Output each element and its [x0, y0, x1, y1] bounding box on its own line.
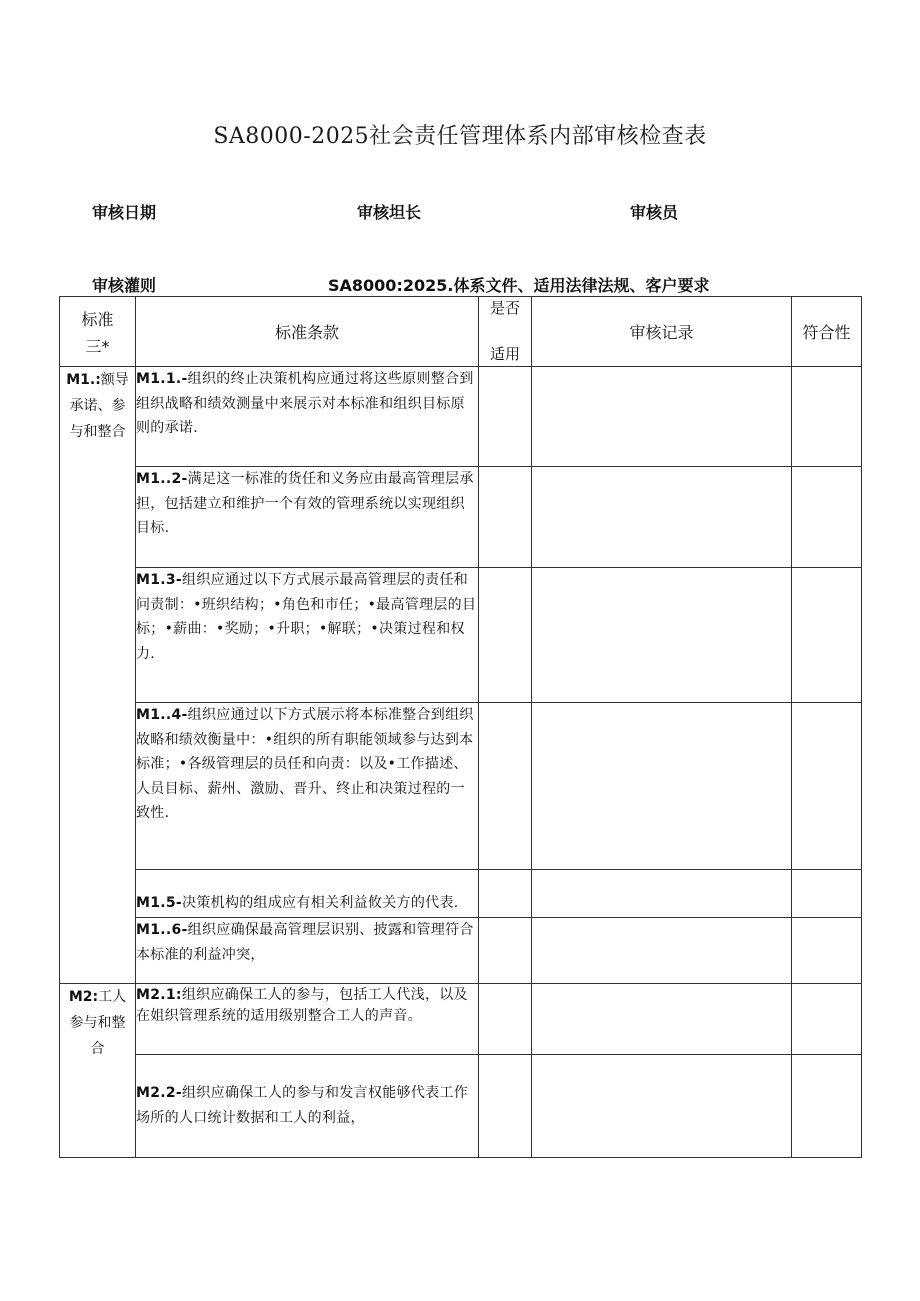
conformity-cell[interactable]	[792, 703, 862, 870]
conformity-cell[interactable]	[792, 918, 862, 984]
section-name-line2: 参与和整	[69, 1015, 126, 1031]
clause-cell	[136, 918, 479, 984]
team-leader-label: 审核坦长	[357, 203, 422, 222]
applicable-cell[interactable]	[479, 467, 532, 568]
applicable-cell[interactable]	[479, 367, 532, 467]
clause-text: 组织的终止决策机构应通过将这些原则整合到组织战略和绩效测量中来展示对本标准和组织目标原则的承诺.	[136, 371, 474, 436]
clause-cell	[136, 467, 479, 568]
table-row	[60, 568, 862, 703]
applicable-cell[interactable]	[479, 703, 532, 870]
clause-cell	[136, 703, 479, 870]
table-row	[60, 1055, 862, 1158]
applicable-cell[interactable]	[479, 870, 532, 918]
table-row	[60, 367, 862, 467]
audit-record-cell[interactable]	[532, 367, 792, 467]
clause-cell	[136, 1055, 479, 1158]
table-row	[60, 467, 862, 568]
header-applicable	[479, 297, 532, 367]
clause-cell	[136, 367, 479, 467]
section-m2-cell	[60, 984, 136, 1158]
header-conformity: 符合性	[792, 297, 862, 367]
conformity-cell[interactable]	[792, 568, 862, 703]
audit-record-cell[interactable]	[532, 467, 792, 568]
clause-code: M1.1.-	[136, 371, 188, 387]
section-name-line2: 承诺、参	[69, 398, 126, 414]
section-code: M1.:	[66, 372, 101, 388]
clause-text: 组织应通过以下方式展示将本标准整合到组织故略和绩效衡量中：•组织的所有职能领域参与达到本标准；•各级管理层的员任和向责：以及•工作描述、人员目标、薪州、激励、晋升、终止和决策过程的一致性.	[136, 707, 474, 821]
header-standard-line2: 三*	[85, 336, 110, 356]
audit-checklist-table	[59, 296, 862, 1158]
audit-record-cell[interactable]	[532, 918, 792, 984]
header-standard	[60, 297, 136, 367]
section-m1-cell	[60, 367, 136, 984]
table-row	[60, 703, 862, 870]
auditor-label: 审核员	[630, 203, 679, 222]
clause-text: 满足这一标准的货任和义务应由最高管理层承担，包括建立和维护一个有效的管理系统以实现组织目标.	[136, 471, 474, 536]
clause-cell	[136, 568, 479, 703]
page-title: SA8000-2025社会责任管理体系内部审核检查表	[213, 124, 707, 149]
clause-code: M1..2-	[136, 471, 188, 487]
clause-code: M1.5-	[136, 894, 183, 911]
conformity-cell[interactable]	[792, 1055, 862, 1158]
audit-record-cell[interactable]	[532, 984, 792, 1055]
clause-text: 组织应确保最高管理层识别、披露和管理符合本标准的利益冲突，	[136, 922, 474, 963]
clause-text: 组织应确保工人的参与，包括工人代浅，以及在姐织管理系统的适用级别整合工人的声音。	[136, 987, 468, 1024]
audit-date-label: 审核日期	[92, 203, 157, 222]
conformity-cell[interactable]	[792, 467, 862, 568]
clause-code: M1.3-	[136, 572, 183, 588]
criteria-label: 审核灌则	[92, 276, 157, 295]
header-applicable-line1: 是否	[489, 299, 520, 317]
header-clause: 标准条款	[136, 297, 479, 367]
header-standard-line1: 标准	[81, 309, 114, 329]
clause-text: 组织应通过以下方式展示最高管理层的责任和问责制：•班织结构；•角色和市任；•最高管理层的目标；•薪曲：•奖励；•升职；•解联；•决策过程和权力.	[136, 572, 477, 662]
section-name-line3: 与和整合	[69, 424, 126, 440]
clause-cell	[136, 870, 479, 918]
audit-record-cell[interactable]	[532, 870, 792, 918]
audit-record-cell[interactable]	[532, 703, 792, 870]
clause-cell	[136, 984, 479, 1055]
section-name-line1: 工人	[98, 989, 127, 1005]
conformity-cell[interactable]	[792, 870, 862, 918]
section-code: M2:	[68, 989, 99, 1005]
section-name-line3: 合	[90, 1041, 105, 1057]
clause-text: 组织应确保工人的参与和发言权能够代表工作场所的人口统计数据和工人的利益，	[136, 1085, 469, 1126]
clause-code: M2.1:	[136, 987, 182, 1003]
clause-code: M2.2-	[136, 1085, 183, 1101]
header-applicable-line2: 适用	[489, 345, 520, 363]
criteria-value: SA8000:2025.体系文件、适用法律法规、客户要求	[328, 276, 710, 295]
applicable-cell[interactable]	[479, 984, 532, 1055]
header-record: 审核记录	[532, 297, 792, 367]
applicable-cell[interactable]	[479, 568, 532, 703]
clause-code: M1..4-	[136, 707, 188, 723]
conformity-cell[interactable]	[792, 984, 862, 1055]
clause-text: 决策机构的组成应有相关利益攸关方的代表.	[182, 894, 459, 911]
clause-code: M1..6-	[136, 922, 188, 938]
table-row	[60, 918, 862, 984]
applicable-cell[interactable]	[479, 1055, 532, 1158]
audit-record-cell[interactable]	[532, 568, 792, 703]
table-row	[60, 870, 862, 918]
audit-record-cell[interactable]	[532, 1055, 792, 1158]
section-name-line1: 额导	[100, 372, 129, 388]
table-row	[60, 984, 862, 1055]
table-header-row	[60, 297, 862, 367]
applicable-cell[interactable]	[479, 918, 532, 984]
conformity-cell[interactable]	[792, 367, 862, 467]
